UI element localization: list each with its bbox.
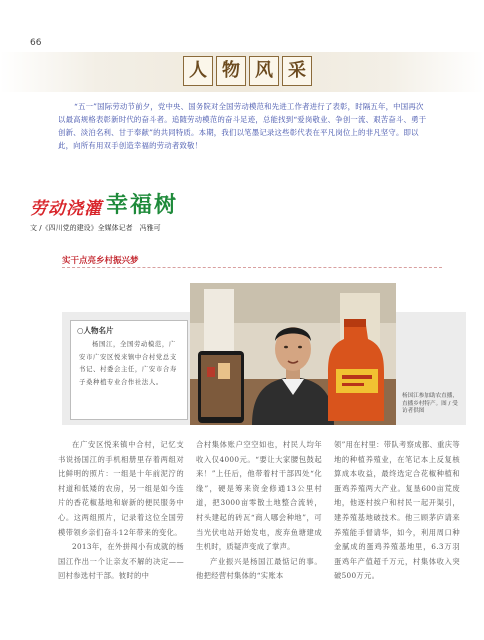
subhead-divider [62, 267, 442, 268]
intro-paragraph: “五一”国际劳动节前夕，党中央、国务院对全国劳动模范和先进工作者进行了表彰，时隔五年，中国再次以最高规格表彰新时代的奋斗者。追随劳动模范的奋斗足迹，总能找到“爱岗敬业、争创一流、艰苦奋斗、勇于创新、淡泊名利、甘于奉献”的共同特质。本期，我们以笔墨记录这些彰代表在平凡岗位上的非凡坚守。即以此，向所有用双手创造幸福的劳动者致敬！ [58, 102, 427, 150]
profile-card [70, 320, 188, 420]
column-title-char: 人 [183, 56, 213, 86]
column-title-char: 风 [249, 56, 279, 86]
body-paragraph: 领”用在村里：带队考察成都、重庆等地的种植养殖业，在笔记本上反复核算成本收益，最终选定合花椒种植和蛋鸡养殖两大产业。复垦600亩荒废地，他逐村挨户和村民一起开渠引，建养殖基地破技术。他三顾茅庐请来养殖能手督请华，如今，利用周口种金腻成的蛋鸡养殖基地里，6.3万羽蛋鸡年产值超千万元，村集体收入突破500万元。 [334, 440, 460, 581]
section-subhead: 实干点亮乡村振兴梦 [62, 256, 139, 266]
profile-heading: ○人物名片 [77, 326, 114, 335]
body-paragraph: 在广安区悦来镇中合村，记忆支书说扬国江的手机相册里存着两组对比鲜明的照片：一组是十年前泥泞的村道和低矮的农房，另一组是如今连片的香花椒基地和崭新的便民服务中心。这两组照片，记录着这位全国劳模带领乡亲们奋斗12年带来的变化。 [58, 440, 184, 537]
page-number: 66 [30, 38, 42, 48]
article-title [30, 188, 178, 219]
body-paragraph: 合村集体账户空空如也，村民人均年收入仅4000元。“要让大家腰包鼓起来！”上任后，他带着村干部四处“化缘”，硬是筹来资金修通13公里村道，把3000亩零散土地整合流转，村头建起的砖瓦“商人哪会种地”，可当光伏电站开始发电，废弃鱼塘建成生机时，质疑声变成了掌声。 [196, 440, 322, 552]
photo-caption: 杨国江参加助农直播，直播乡村特产。图 / 受访者供图 [402, 393, 458, 414]
article-title-part2: 幸福树 [106, 193, 179, 218]
circle-bullet-icon: ○ [77, 326, 84, 335]
livestream-photo [190, 283, 396, 425]
column-title [183, 52, 312, 86]
column-title-char: 采 [282, 56, 312, 86]
article-title-part1: 劳动浇灌 [30, 199, 102, 219]
body-paragraph: 产业振兴是杨国江最惦记的事。他把经营村集体的“实账本 [196, 556, 322, 581]
body-paragraph: 2013年，在外拼闯小有成就的杨国江作出一个让亲友不解的决定——回村参选村干部。彼时的中 [58, 542, 184, 581]
column-title-char: 物 [216, 56, 246, 86]
profile-text: 杨国江，全国劳动模范，广安市广安区悦来镇中合村党总支书记、村委会主任，广安市合寿子桑种植专业合作社法人。 [79, 340, 177, 386]
body-column-1 [58, 438, 184, 584]
body-column-2 [196, 438, 322, 584]
body-column-3 [334, 438, 460, 584]
byline: 文 /《四川党的建设》全媒体记者 冯雅可 [30, 224, 161, 232]
